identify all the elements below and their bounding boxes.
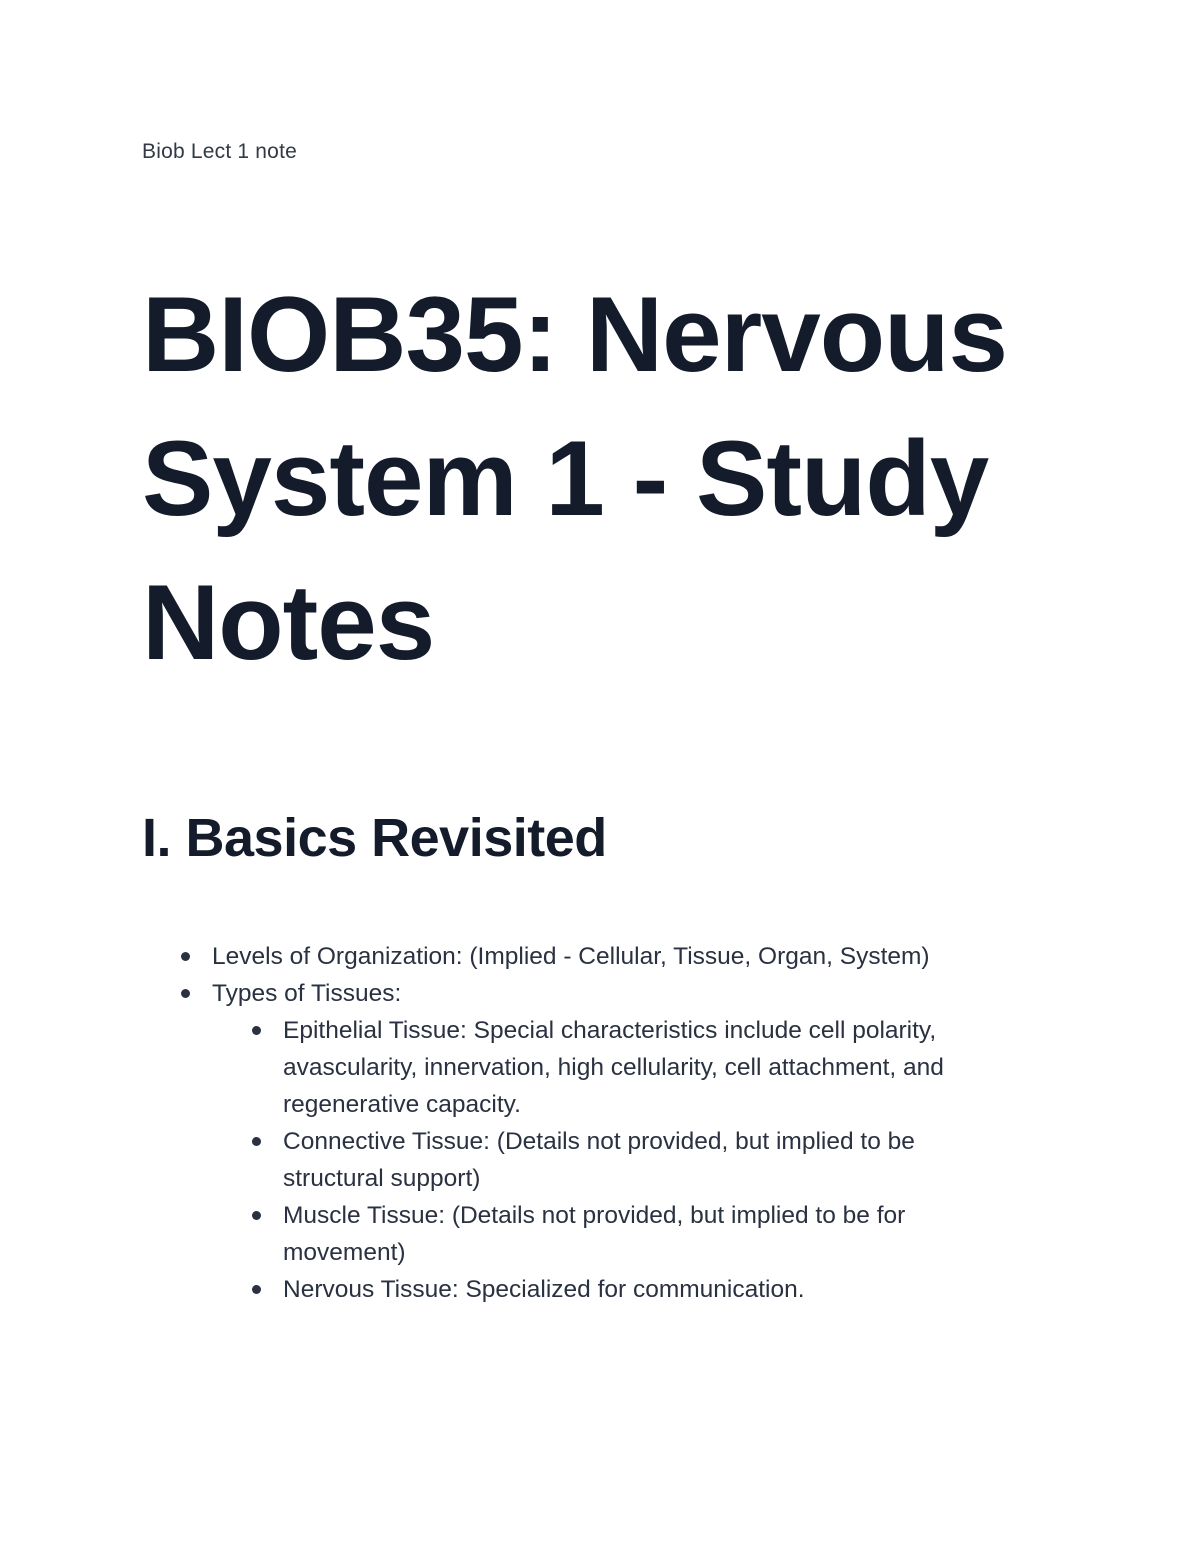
document-header: Biob Lect 1 note: [142, 140, 297, 163]
nested-list-item: [142, 1012, 1003, 1123]
list-item-text: Epithelial Tissue: Special characteristics include cell polarity, avascularity, innervation, high cellularity, cell attachment, and regenerative capacity.: [283, 1017, 944, 1118]
bullet-icon: [181, 952, 190, 961]
list-item-text: Muscle Tissue: (Details not provided, but implied to be for movement): [283, 1202, 906, 1266]
bullet-icon: [181, 989, 190, 998]
bullet-icon: [252, 1137, 261, 1146]
bullet-list: [142, 938, 1042, 1308]
nested-list-item: [142, 1197, 1003, 1271]
list-item-text: Connective Tissue: (Details not provided, but implied to be structural support): [283, 1128, 915, 1192]
nested-list-item: [142, 1123, 1003, 1197]
document-title: BIOB35: Nervous System 1 - Study Notes: [142, 274, 1008, 682]
section-heading: I. Basics Revisited: [142, 808, 607, 868]
list-item-text: Levels of Organization: (Implied - Cellular, Tissue, Organ, System): [212, 943, 930, 970]
list-item: [142, 975, 1042, 1012]
bullet-icon: [252, 1026, 261, 1035]
bullet-icon: [252, 1211, 261, 1220]
list-item-text: Types of Tissues:: [212, 980, 402, 1007]
list-item-text: Nervous Tissue: Specialized for communication.: [283, 1276, 805, 1303]
nested-list-item: [142, 1271, 1003, 1308]
bullet-icon: [252, 1285, 261, 1294]
list-item: [142, 938, 1042, 975]
